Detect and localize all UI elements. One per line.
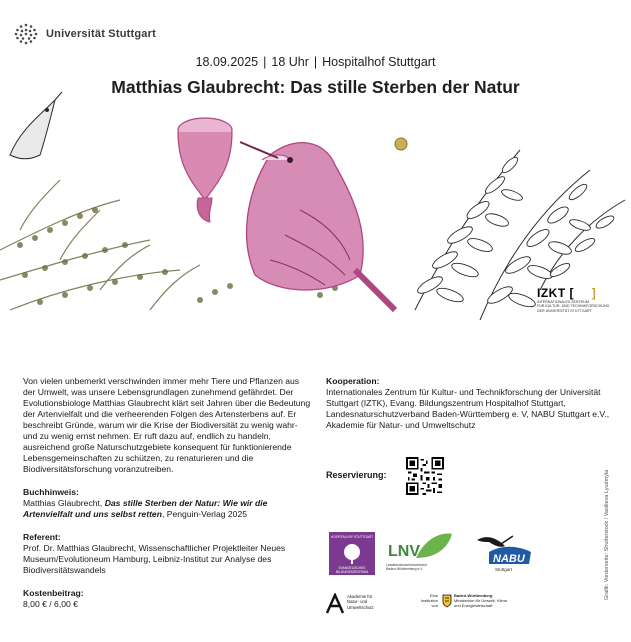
magenta-bird-illustration [240, 142, 395, 310]
izkt-bracket-open: [ [569, 286, 575, 300]
book-heading: Buchhinweis: [23, 487, 79, 497]
gold-coin-illustration [395, 138, 407, 150]
akademie-logo [325, 591, 405, 619]
lnv-wordmark: LNV [388, 543, 420, 560]
event-description: Von vielen unbemerkt verschwinden immer mehr Tiere und Pflanzen aus der Umwelt, was unsere Lebensgrundlagen zunehmend gefährdet. Der Evolutionsbiologe Matthias Glaubrecht klärt seit Jahren über die Bedeutung der Artenvielfalt und die verheerenden Folgen des Artensterbens auf. Er beschreibt Gründe, warum wir die Krise der Biodiversität zu wenig wahr- und zu wenig ernst nehmen. Er ruft dazu auf, endlich zu handeln, ausreichend große Naturschutzgebiete konsequent für funktionierende Lebensgemeinschaften zu schützen, zu renaturieren und die Biodiversitätsforschung voranzutreiben. [23, 376, 311, 474]
cooperation-text: Internationales Zentrum für Kultur- und Technikforschung der Universität Stuttgart (IZTK), Evang. Bildungszentrum Hospitalhof Stuttgart, Landesnaturschutzverband Baden-Württemberg e. V, NABU Stuttgart e.V., Akademie für Natur- und Umweltschutz [326, 387, 610, 430]
fee-block [23, 588, 313, 610]
university-name: Universität Stuttgart [46, 28, 156, 40]
izkt-subtitle-line: FÜR KULTUR- UND TECHNIKFORSCHUNG [537, 304, 610, 309]
lnv-subtitle-line: Baden-Württemberg e.V. [386, 567, 424, 571]
coat-of-arms-icon [442, 594, 452, 608]
akademie-name-line: Umweltschutz [347, 604, 374, 610]
nature-illustration [0, 60, 631, 322]
izkt-name: IZKT [537, 286, 566, 300]
bw-ministry-name-line: und Energiewirtschaft [454, 603, 493, 608]
book-block [23, 487, 313, 520]
lnv-leaf-icon [386, 530, 456, 564]
speaker-text: Prof. Dr. Matthias Glaubrecht, Wissenschaftlicher Projektleiter Neues Museum/Evolutioneum Hamburg, Leibniz-Institut zur Analyse des Biodiversitätswandels [23, 543, 286, 575]
event-time: 18 Uhr [271, 55, 309, 69]
book-author: Matthias Glaubrecht, [23, 498, 105, 508]
event-date: 18.09.2025 [195, 55, 259, 69]
hospitalhof-name: HOSPITALHOF STUTTGART [330, 535, 374, 539]
book-title: Das stille Sterben der Natur: Wie wir die Artenvielfalt und uns selbst retten [23, 498, 268, 519]
institution-note-line: von [431, 603, 438, 608]
nabu-bird-icon [475, 532, 535, 574]
mushroom-cup-illustration [178, 118, 232, 222]
fee-heading: Kostenbeitrag: [23, 588, 84, 598]
book-publisher: , Penguin-Verlag 2025 [161, 509, 248, 519]
institution-note-line: Institution [420, 598, 438, 603]
qr-code-icon[interactable] [406, 457, 444, 495]
akademie-name-line: Natur- und [347, 599, 368, 605]
event-venue: Hospitalhof Stuttgart [322, 55, 436, 69]
image-credit: Grafik: Vorderseite: Shutterstock / Vasilieva Lyudmyla [604, 469, 610, 600]
university-logo [12, 22, 156, 46]
izkt-subtitle-line: INTERNATIONALES ZENTRUM [537, 300, 589, 304]
speaker-heading: Referent: [23, 532, 61, 542]
hospitalhof-subtitle: EVANGELISCHES BILDUNGSZENTRUM [336, 566, 368, 574]
left-column [23, 376, 313, 610]
akademie-name-line: Akademie für [347, 594, 373, 599]
akademie-a-icon [325, 593, 345, 615]
separator: | [313, 55, 318, 69]
reservation-label: Reservierung: [326, 470, 387, 480]
bw-ministry-name [454, 593, 526, 608]
lnv-logo [386, 530, 456, 574]
lnv-subtitle-line: Landesnaturschutzverband [386, 563, 427, 567]
izkt-wordmark [537, 286, 596, 300]
hospitalhof-logo [329, 532, 375, 575]
nabu-wordmark: NABU [493, 553, 525, 565]
book-reference [23, 498, 313, 520]
institution-note-line: Eine [429, 593, 438, 598]
izkt-bracket-close: ] [591, 286, 597, 300]
bw-ministry-name-line: Baden-Württemberg [454, 593, 493, 598]
dotted-circle-logo-icon [12, 22, 40, 46]
nabu-subtitle: Stuttgart [495, 567, 513, 572]
bw-ministry-name-line: Ministerium für Umwelt, Klima [454, 598, 507, 603]
event-title: Matthias Glaubrecht: Das stille Sterben der Natur [111, 77, 520, 97]
lnv-subtitle [386, 563, 456, 571]
akademie-name [347, 594, 407, 610]
separator: | [263, 55, 267, 69]
izkt-subtitle [537, 300, 629, 313]
institution-note [416, 593, 438, 608]
small-bird-illustration [10, 92, 62, 159]
cooperation-heading: Kooperation: [326, 376, 380, 386]
izkt-logo [537, 286, 629, 322]
fee-text: 8,00 € / 6,00 € [23, 599, 78, 609]
izkt-subtitle-line: DER UNIVERSITÄT STUTTGART [537, 308, 592, 313]
conifer-branch-illustration [0, 180, 200, 310]
cooperation-block [326, 376, 616, 431]
speaker-block [23, 532, 313, 576]
bw-ministry-logo [416, 592, 524, 618]
event-info-line [0, 55, 631, 69]
nabu-logo [475, 532, 535, 574]
